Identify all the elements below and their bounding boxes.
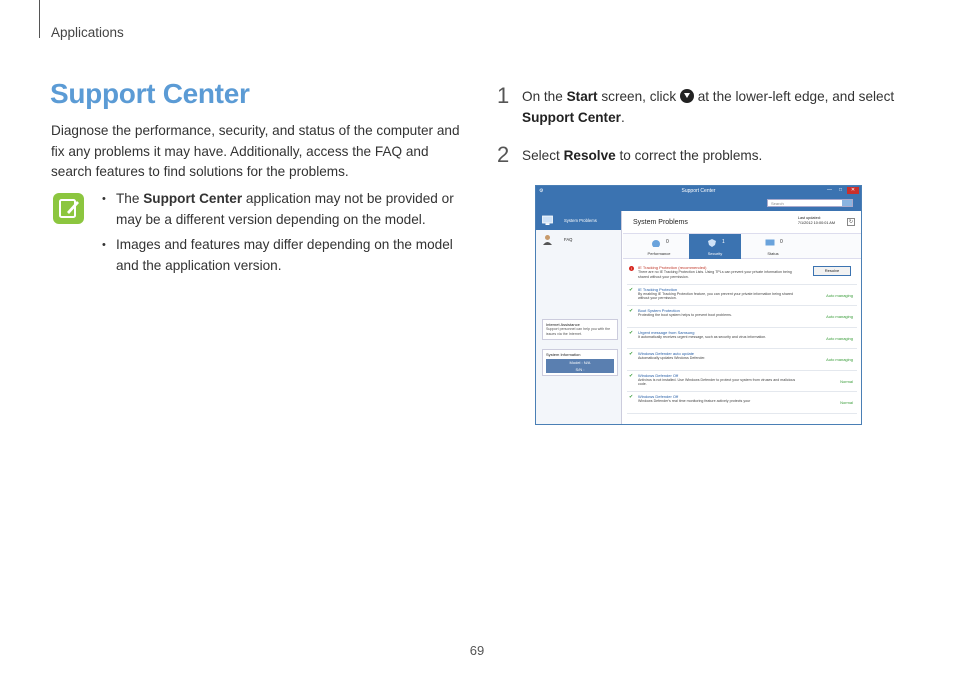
- maximize-icon[interactable]: □: [838, 187, 843, 193]
- sidebar-item-system-problems[interactable]: System Problems: [536, 211, 621, 230]
- sidebar-item-faq[interactable]: FAQ: [536, 230, 621, 249]
- resolve-button[interactable]: Resolve: [813, 266, 851, 276]
- check-icon: ✔: [629, 329, 634, 336]
- check-icon: ✔: [629, 394, 634, 400]
- list-item: ✔ Windows Defender Off Antivirus is not installed. Use Windows Defender to protect your system from viruses and malicious code. Normal: [627, 371, 857, 393]
- problem-list: [627, 263, 857, 414]
- intro-paragraph: Diagnose the performance, security, and status of the computer and fix any problems it may have. Additionally, access the FAQ and search features to find solutions for the problems.: [51, 123, 460, 179]
- window-titlebar: [536, 186, 861, 196]
- tab-security[interactable]: 1 Security: [689, 234, 741, 259]
- sysinfo-title: System Information: [546, 352, 581, 357]
- pencil-note-icon: [53, 193, 84, 224]
- list-item: ✔ IE Tracking Protection By enabling IE Tracking Protection feature, you can prevent your private information being shared without your permission. Auto managing: [627, 285, 857, 307]
- list-item: ! IE Tracking Protection (recommended) There are no IE Tracking Protection Lists. Using TPLs can prevent your private information being shared without your permission. Resolve: [627, 263, 857, 285]
- step-number: 2: [497, 142, 510, 167]
- arrow-down-circle-icon: [680, 89, 694, 103]
- system-information-panel[interactable]: [542, 349, 618, 376]
- assistance-title: Internet Assistance: [546, 322, 580, 327]
- step-text: Select Resolve to correct the problems.: [522, 148, 763, 163]
- margin-rule: [39, 0, 40, 38]
- tab-performance[interactable]: 0 Performance: [647, 239, 671, 256]
- search-icon[interactable]: [842, 200, 852, 206]
- window-title: Support Center: [681, 188, 716, 194]
- note-item: • The Support Center application may not be provided or may be a different version depending on the model.: [102, 191, 454, 227]
- step-number: 1: [497, 83, 510, 108]
- page-title: Support Center: [50, 78, 250, 109]
- assistance-desc: Support personnel can help you with the issues via the Internet.: [546, 327, 611, 336]
- sysinfo-sn: S/N :: [575, 367, 585, 372]
- last-updated: Last updated: 7/1/2012 10:00:01 AM: [797, 216, 835, 225]
- check-icon: ✔: [629, 351, 634, 357]
- check-icon: ✔: [629, 372, 634, 379]
- note-item: • Images and features may differ depending on the model and the application version.: [102, 237, 453, 273]
- note-list: [100, 189, 460, 281]
- monitor-icon: [542, 215, 553, 226]
- refresh-icon[interactable]: ↻: [848, 219, 854, 225]
- search-input[interactable]: Search: [767, 199, 853, 207]
- main-panel: [623, 211, 861, 425]
- list-item: ✔ Windows Defender Off Windows Defender's real time monitoring feature actively protects your Normal: [627, 392, 857, 414]
- shield-icon: [707, 239, 717, 247]
- internet-assistance-panel[interactable]: [542, 319, 618, 340]
- tab-status[interactable]: 0 Status: [747, 234, 799, 259]
- main-title: System Problems: [633, 219, 688, 226]
- list-item: ✔ Urgent message from Samsung It automatically receives urgent message, such as security and virus information. Auto managing: [627, 328, 857, 350]
- gauge-icon: [651, 239, 661, 247]
- person-icon: [542, 234, 553, 245]
- step-text: On the Start screen, click at the lower-left edge, and select Support Center.: [522, 89, 895, 125]
- error-icon: !: [630, 266, 633, 271]
- sysinfo-model: Model : N/A: [569, 360, 591, 365]
- category-tabs: [623, 233, 861, 259]
- check-icon: ✔: [629, 286, 634, 293]
- close-icon[interactable]: ✕: [847, 187, 859, 194]
- minimize-icon[interactable]: —: [827, 187, 832, 193]
- support-center-window: [535, 185, 862, 425]
- note-bold: Support Center: [143, 191, 243, 206]
- page-number: 69: [469, 643, 485, 658]
- sysinfo-box: [546, 359, 614, 373]
- sidebar: [536, 211, 622, 425]
- list-item: ✔ Boot System Protection Protecting the boot system helps to prevent boot problems. Auto managing: [627, 306, 857, 328]
- list-item: ✔ Windows Defender auto update Automatically updates Windows Defender. Auto managing: [627, 349, 857, 371]
- check-icon: ✔: [629, 308, 634, 314]
- section-label: Applications: [51, 25, 124, 40]
- monitor-icon: [765, 239, 775, 247]
- app-icon: ⚙: [539, 188, 544, 194]
